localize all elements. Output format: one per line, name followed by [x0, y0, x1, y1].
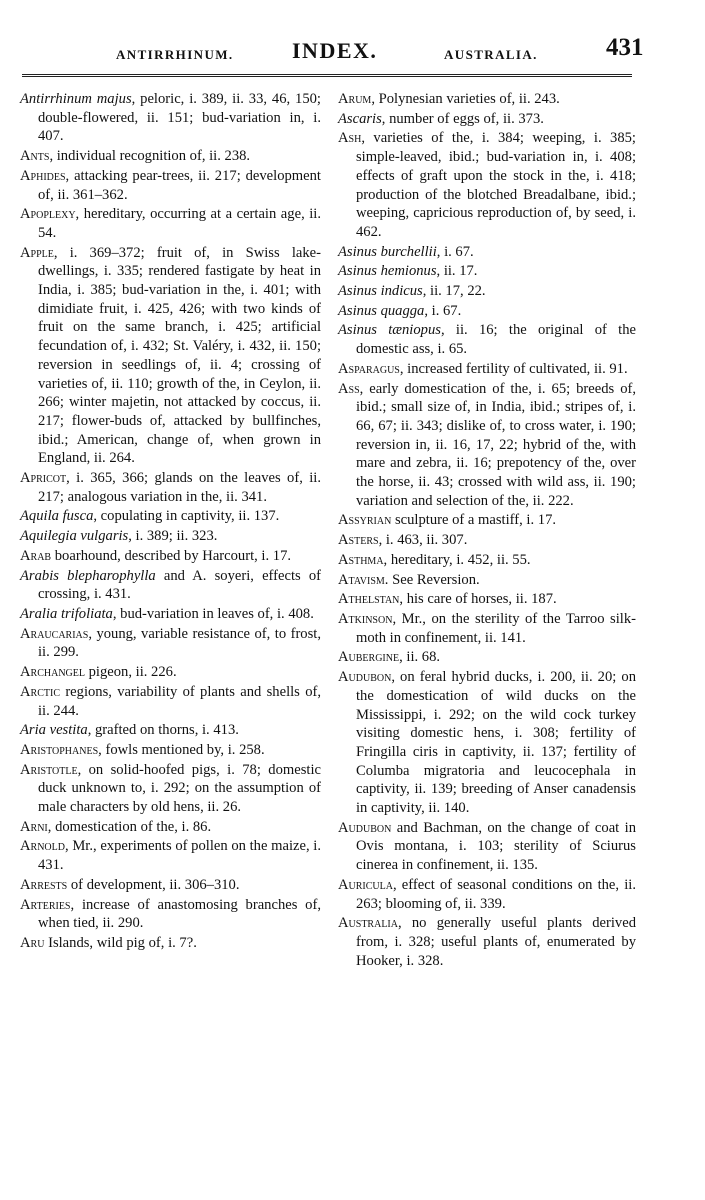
entry-text: of development, ii. 306–310. — [67, 876, 240, 893]
entry-headword: Australia — [338, 915, 398, 932]
entry-headword: Ass — [338, 380, 360, 397]
entry-headword: Atkinson — [338, 610, 393, 627]
entry-text: , increased fertility of cultivated, ii. 91. — [399, 360, 628, 377]
entry-headword: Arteries — [20, 896, 71, 913]
index-entry — [338, 90, 636, 109]
index-entry — [20, 90, 321, 146]
entry-text: , effect of seasonal conditions on the, ii. 263; blooming of, ii. 339. — [356, 876, 636, 912]
entry-text: boarhound, described by Harcourt, i. 17. — [51, 547, 292, 564]
entry-text: , no generally useful plants derived from, i. 328; useful plants of, enumerated by Hooker, i. 328. — [356, 915, 636, 969]
entry-text: , ii. 68. — [399, 649, 441, 666]
entry-headword: Arni — [20, 818, 48, 835]
entry-text: , hereditary, i. 452, ii. 55. — [383, 551, 531, 568]
running-header — [0, 34, 705, 74]
entry-headword: Arab — [20, 547, 52, 564]
index-entry — [338, 610, 636, 647]
entry-text: , ii. 17. — [436, 263, 478, 280]
entry-text: , varieties of the, i. 384; weeping, i. 385; simple-leaved, ibid.; bud-variation in, i. 408; effects of graft upon the stock in the, i. 418; production of the blotched Breadalbane, ibid.; weeping, capricious reproduction of, by seed, i. 462. — [356, 130, 636, 240]
index-entry — [338, 876, 636, 913]
index-entry — [338, 110, 636, 129]
index-entry — [338, 380, 636, 511]
entry-headword: Ash — [338, 130, 362, 147]
entry-headword: Ants — [20, 148, 50, 165]
index-entry — [20, 547, 321, 566]
index-entry — [20, 507, 321, 526]
entry-text: , ii. 16; the original of the domestic ass, i. 65. — [356, 322, 636, 358]
entry-text: , peloric, i. 389, ii. 33, 46, 150; double-flowered, ii. 151; bud-variation in, i. 407. — [38, 91, 321, 145]
index-entry — [20, 527, 321, 546]
entry-text: , number of eggs of, ii. 373. — [381, 110, 544, 127]
entry-text: . See Reversion. — [384, 571, 480, 588]
entry-headword: Aphides — [20, 167, 66, 184]
entry-headword: Aubergine — [338, 649, 400, 666]
entry-text: , his care of horses, ii. 187. — [399, 591, 557, 608]
entry-headword: Auricula — [338, 876, 393, 893]
index-entry — [338, 262, 636, 281]
header-left-catchword: ANTIRRHINUM. — [116, 47, 234, 62]
entry-text: , i. 67. — [424, 302, 462, 319]
header-title: INDEX. — [292, 38, 378, 63]
index-entry — [20, 683, 321, 720]
index-entry — [338, 321, 636, 358]
entry-headword: Aru — [20, 934, 45, 951]
entry-text: and Bachman, on the change of coat in Ovis montana, i. 103; sterility of Sciurus cinerea in confinement, ii. 135. — [356, 819, 636, 874]
index-entry — [338, 360, 636, 379]
entry-headword: Arnold — [20, 838, 65, 855]
index-entry — [20, 605, 321, 624]
page-number: 431 — [606, 34, 644, 61]
entry-headword: Arctic — [20, 683, 60, 700]
entry-text: , copulating in captivity, ii. 137. — [93, 508, 280, 525]
index-column-left — [20, 90, 321, 954]
entry-text: , Polynesian varieties of, ii. 243. — [371, 91, 560, 107]
entry-text: , young, variable resistance of, to frost, ii. 299. — [38, 625, 321, 661]
entry-headword: Asinus burchellii — [338, 243, 437, 260]
entry-headword: Archangel — [20, 664, 85, 681]
entry-text: , grafted on thorns, i. 413. — [87, 722, 239, 739]
entry-text: , Mr., experiments of pollen on the maize, i. 431. — [38, 838, 321, 874]
index-entry — [20, 567, 321, 604]
entry-text: sculpture of a mastiff, i. 17. — [391, 512, 557, 529]
entry-text: , on feral hybrid ducks, i. 200, ii. 20; on the domestication of wild ducks on the Mississippi, i. 292; on the wild cock turkey visiting domestic hens, i. 308; fertility of Fringilla ciris in captivity, ii. 137; fertility of Columba migratoria and leucocephala in captivity, ii. 139; breeding of Anser canadensis in captivity, ii. 140. — [356, 669, 636, 817]
index-entry — [338, 590, 636, 609]
index-entry — [338, 302, 636, 321]
index-entry — [20, 818, 321, 837]
index-entry — [338, 243, 636, 262]
index-column-right — [338, 90, 636, 971]
entry-headword: Araucarias — [20, 625, 89, 642]
index-entry — [20, 469, 321, 506]
entry-text: Islands, wild pig of, i. 7?. — [44, 934, 197, 951]
entry-headword: Asparagus — [338, 360, 400, 377]
entry-headword: Aquilegia vulgaris — [20, 528, 129, 545]
header-right-catchword: AUSTRALIA. — [444, 47, 538, 62]
entry-headword: Asinus indicus — [338, 283, 423, 300]
index-entry — [338, 668, 636, 818]
entry-text: , increase of anastomosing branches of, when tied, ii. 290. — [38, 896, 321, 932]
entry-text: , ii. 17, 22. — [422, 283, 486, 300]
entry-headword: Assyrian — [338, 512, 392, 529]
index-entry — [20, 934, 321, 953]
entry-text: , bud-variation in leaves of, i. 408. — [112, 605, 314, 622]
entry-text: , fowls mentioned by, i. 258. — [98, 741, 265, 758]
index-entry — [20, 837, 321, 874]
entry-headword: Antirrhinum majus — [20, 91, 132, 107]
index-entry — [20, 625, 321, 662]
index-entry — [20, 244, 321, 468]
entry-headword: Aquila fusca — [20, 508, 94, 525]
entry-text: and A. soyeri, effects of crossing, i. 431. — [38, 567, 321, 603]
entry-headword: Audubon — [338, 669, 392, 686]
entry-headword: Athelstan — [338, 591, 400, 608]
index-entry — [338, 819, 636, 875]
entry-text: , i. 463, ii. 307. — [378, 532, 468, 549]
entry-text: , individual recognition of, ii. 238. — [49, 148, 251, 165]
entry-headword: Ascaris — [338, 110, 382, 127]
index-entry — [20, 896, 321, 933]
entry-headword: Asinus quagga — [338, 302, 425, 319]
entry-headword: Aristotle — [20, 761, 78, 778]
index-entry — [338, 531, 636, 550]
index-entry — [20, 663, 321, 682]
entry-headword: Asthma — [338, 551, 384, 568]
entry-text: , Mr., on the sterility of the Tarroo silk-moth in confinement, ii. 141. — [356, 610, 636, 646]
entry-text: regions, variability of plants and shells of, ii. 244. — [38, 683, 321, 719]
header-rule — [22, 74, 632, 79]
entry-headword: Arrests — [20, 876, 68, 893]
index-entry — [338, 282, 636, 301]
entry-text: , attacking pear-trees, ii. 217; development of, ii. 361–362. — [38, 167, 321, 203]
index-entry — [338, 129, 636, 241]
entry-text: , i. 369–372; fruit of, in Swiss lake-dwellings, i. 335; rendered fastigate by heat in India, i. 385; bud-variation in the, i. 401; with dimidiate fruit, i. 425, 426; with two kinds of fruit on the same branch, i. 425; artificial fecundation of, i. 432; St. Valéry, i. 432, ii. 150; reversion in seedlings of, ii. 4; crossing of varieties of, ii. 110; growth of the, in Ceylon, ii. 266; winter majetin, not attacked by coccus, ii. 217; flower-buds of, attacked by bullfinches, ibid.; American, change of, when grown in England, ii. 264. — [38, 244, 321, 467]
entry-text: pigeon, ii. 226. — [84, 664, 177, 681]
index-entry — [20, 147, 321, 166]
entry-text: , i. 365, 366; glands on the leaves of, ii. 217; analogous variation in the, ii. 341. — [38, 470, 321, 505]
entry-text: , domestication of the, i. 86. — [47, 818, 212, 835]
entry-headword: Apricot — [20, 470, 67, 487]
index-entry — [338, 914, 636, 970]
entry-headword: Aria vestita — [20, 722, 88, 739]
index-entry — [20, 167, 321, 204]
index-entry — [20, 761, 321, 817]
entry-headword: Atavism — [338, 571, 385, 588]
index-entry — [338, 571, 636, 590]
entry-text: , i. 67. — [436, 243, 474, 260]
entry-headword: Apoplexy — [20, 206, 76, 223]
entry-headword: Arabis blepharophylla — [20, 567, 156, 584]
entry-text: , hereditary, occurring at a certain age, ii. 54. — [38, 206, 321, 241]
entry-headword: Asinus hemionus — [338, 263, 437, 280]
index-entry — [338, 511, 636, 530]
index-entry — [20, 205, 321, 242]
index-entry — [20, 741, 321, 760]
entry-headword: Aralia trifoliata — [20, 605, 113, 622]
index-entry — [338, 551, 636, 570]
entry-text: , i. 389; ii. 323. — [128, 528, 218, 545]
entry-headword: Audubon — [338, 819, 392, 836]
entry-text: , early domestication of the, i. 65; breeds of, ibid.; small size of, in India, ibid.; stripes of, i. 66, 67; ii. 343; dislike of, to cross water, i. 190; reversion in, ii. 16, 17, 22; hybrid of the, with mare and zebra, ii. 16; prepotency of the, over the horse, ii. 43; crossed with wild ass, ii. 190; variation and selection of the, ii. 222. — [356, 380, 636, 509]
index-entry — [20, 876, 321, 895]
entry-headword: Apple — [20, 244, 54, 261]
entry-headword: Asters — [338, 532, 379, 549]
entry-headword: Aristophanes — [20, 741, 99, 758]
entry-text: , on solid-hoofed pigs, i. 78; domestic duck unknown to, i. 292; on the assumption of male characters by old hens, ii. 26. — [38, 761, 321, 816]
index-entry — [20, 721, 321, 740]
index-entry — [338, 648, 636, 667]
entry-headword: Arum — [338, 91, 372, 107]
entry-headword: Asinus tæniopus — [338, 322, 441, 339]
